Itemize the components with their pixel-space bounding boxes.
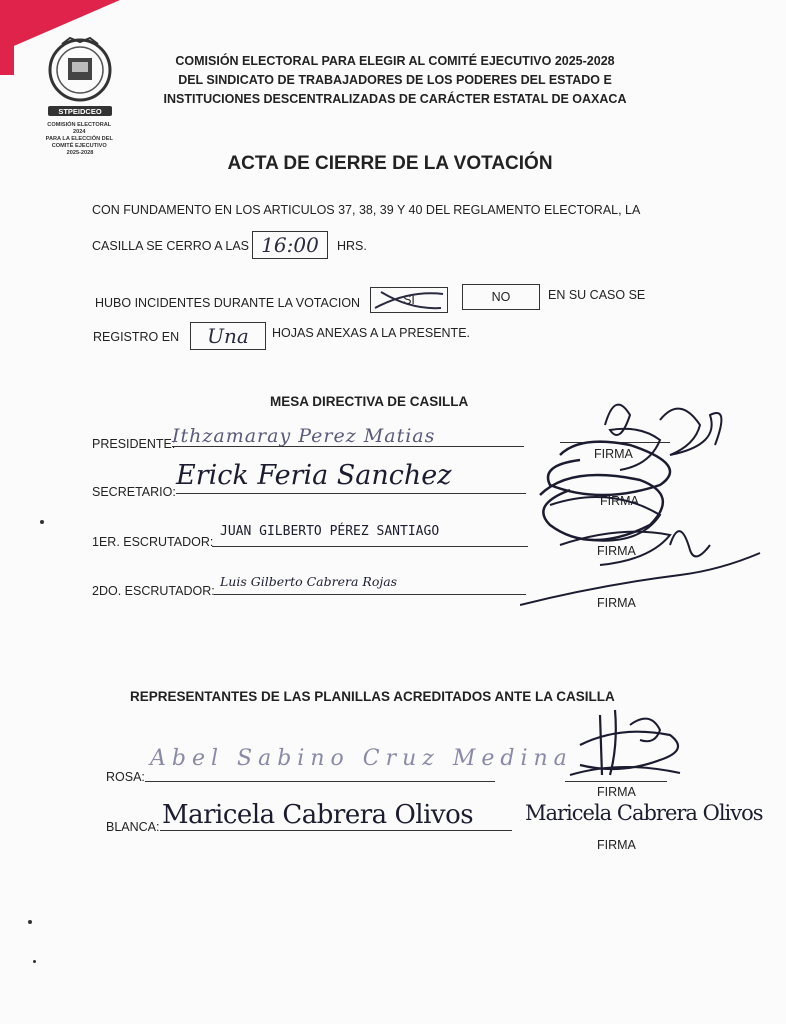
blanca-label: BLANCA: <box>106 820 160 834</box>
secretary-line <box>176 493 526 494</box>
rosa-firma-label: FIRMA <box>597 785 636 799</box>
rosa-label: ROSA: <box>106 770 145 784</box>
scrutineer2-line <box>214 594 526 595</box>
blanca-line <box>160 830 512 831</box>
scrutineer1-label: 1ER. ESCRUTADOR: <box>92 535 214 549</box>
cross-out-mark <box>371 288 447 312</box>
scrutineer1-firma-label: FIRMA <box>597 544 636 558</box>
incidents-yes-box[interactable] <box>370 287 448 313</box>
scan-speck <box>33 960 36 963</box>
incidents-no-box[interactable]: NO <box>462 284 540 310</box>
reps-heading: REPRESENTANTES DE LAS PLANILLAS ACREDITADOS ANTE LA CASILLA <box>130 689 615 704</box>
blanca-firma-label: FIRMA <box>597 838 636 852</box>
scan-speck <box>40 520 44 524</box>
mesa-signatures <box>520 385 770 615</box>
header-line-2: DEL SINDICATO DE TRABAJADORES DE LOS PODERES DEL ESTADO E <box>178 73 612 87</box>
secretary-label: SECRETARIO: <box>92 485 176 499</box>
sheets-count-field[interactable]: Una <box>190 322 266 350</box>
secretary-firma-label: FIRMA <box>600 494 639 508</box>
commission-seal <box>40 32 120 167</box>
president-label: PRESIDENTE: <box>92 437 176 451</box>
mesa-heading: MESA DIRECTIVA DE CASILLA <box>270 394 469 409</box>
sheets-prefix: REGISTRO EN <box>93 330 180 344</box>
scrutineer2-name: Luis Gilberto Cabrera Rojas <box>220 574 398 589</box>
closing-time-label: CASILLA SE CERRO A LAS <box>92 239 250 253</box>
closing-time-suffix: HRS. <box>337 239 367 253</box>
scrutineer1-line <box>212 546 528 547</box>
red-corner-mark-edge <box>0 0 14 75</box>
president-name: Ithzamaray Perez Matias <box>172 425 436 447</box>
document-header <box>150 52 640 109</box>
incidents-label: HUBO INCIDENTES DURANTE LA VOTACION <box>95 296 361 310</box>
secretary-name: Erick Feria Sanchez <box>176 460 452 491</box>
rosa-signature <box>560 705 690 785</box>
rosa-name: Abel Sabino Cruz Medina <box>150 746 573 771</box>
incidents-after-label: EN SU CASO SE <box>548 288 646 302</box>
rosa-line <box>145 781 495 782</box>
sheets-suffix: HOJAS ANEXAS A LA PRESENTE. <box>272 326 470 340</box>
scan-speck <box>28 920 32 924</box>
president-firma-label: FIRMA <box>594 447 633 461</box>
president-line <box>172 446 524 447</box>
page-title: ACTA DE CIERRE DE LA VOTACIÓN <box>227 153 553 174</box>
scrutineer1-name: JUAN GILBERTO PÉREZ SANTIAGO <box>220 524 440 539</box>
seal-banner: STPEIDCEO <box>58 107 102 116</box>
svg-text:COMISIÓN ELECTORAL 2024: COMISIÓN ELECTORAL 2024 PARA LA ELECCIÓN DEL COMITÉ EJECUTIVO 2025-2028 <box>45 122 113 156</box>
blanca-signature: Maricela Cabrera Olivos <box>525 801 763 825</box>
closing-legal-basis: CON FUNDAMENTO EN LOS ARTICULOS 37, 38, 39 Y 40 DEL REGLAMENTO ELECTORAL, LA <box>92 203 641 217</box>
header-line-1: COMISIÓN ELECTORAL PARA ELEGIR AL COMITÉ EJECUTIVO 2025-2028 <box>175 54 615 68</box>
blanca-name: Maricela Cabrera Olivos <box>162 800 474 830</box>
closing-time-field[interactable]: 16:00 <box>252 231 328 259</box>
incidents-yes-label: SI <box>403 293 415 307</box>
scrutineer2-firma-label: FIRMA <box>597 596 636 610</box>
scrutineer2-label: 2DO. ESCRUTADOR: <box>92 584 215 598</box>
header-line-3: INSTITUCIONES DESCENTRALIZADAS DE CARÁCTER ESTATAL DE OAXACA <box>163 92 627 106</box>
